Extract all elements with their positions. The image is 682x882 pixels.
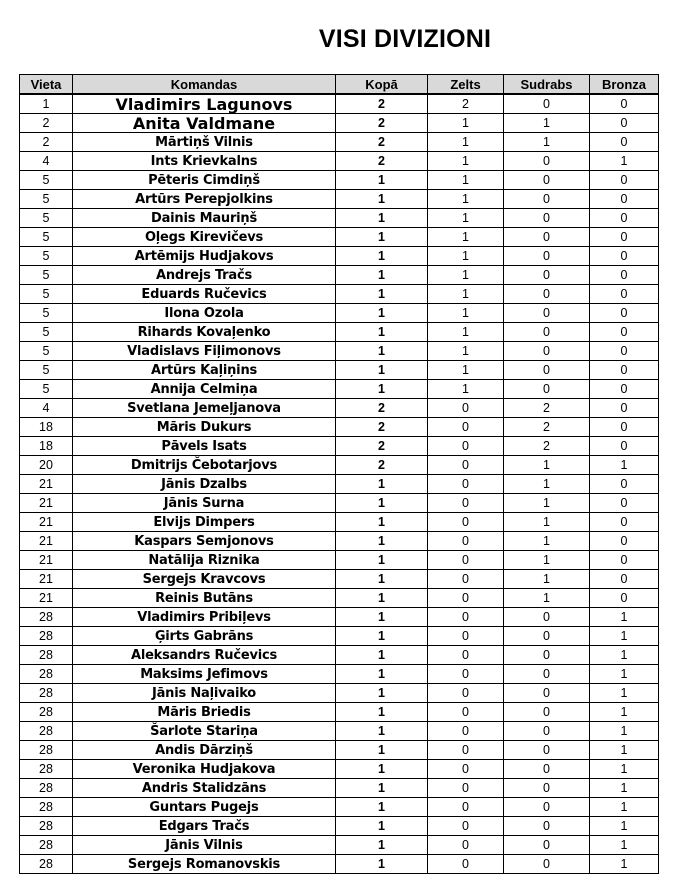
place-cell: 21 — [20, 532, 73, 551]
table-row — [20, 361, 659, 380]
silver-cell: 0 — [504, 703, 590, 722]
name-cell: Pēteris Cimdiņš — [73, 171, 336, 190]
place-cell: 5 — [20, 247, 73, 266]
silver-cell: 0 — [504, 722, 590, 741]
silver-cell: 0 — [504, 779, 590, 798]
total-cell: 1 — [336, 494, 428, 513]
bronze-cell: 0 — [590, 342, 659, 361]
gold-cell: 0 — [428, 646, 504, 665]
gold-cell: 1 — [428, 190, 504, 209]
total-cell: 2 — [336, 437, 428, 456]
gold-cell: 1 — [428, 342, 504, 361]
gold-cell: 1 — [428, 380, 504, 399]
name-cell: Sergejs Romanovskis — [73, 855, 336, 874]
bronze-cell: 0 — [590, 418, 659, 437]
table-row — [20, 798, 659, 817]
bronze-cell: 0 — [590, 361, 659, 380]
gold-cell: 1 — [428, 361, 504, 380]
bronze-cell: 0 — [590, 114, 659, 133]
total-cell: 1 — [336, 722, 428, 741]
silver-cell: 2 — [504, 437, 590, 456]
name-cell: Annija Celmiņa — [73, 380, 336, 399]
gold-cell: 0 — [428, 741, 504, 760]
bronze-cell: 0 — [590, 494, 659, 513]
place-cell: 28 — [20, 665, 73, 684]
place-cell: 28 — [20, 798, 73, 817]
name-cell: Aleksandrs Ručevics — [73, 646, 336, 665]
table-row — [20, 114, 659, 133]
place-cell: 28 — [20, 836, 73, 855]
silver-cell: 1 — [504, 133, 590, 152]
total-cell: 1 — [336, 817, 428, 836]
gold-cell: 0 — [428, 817, 504, 836]
name-cell: Jānis Vilnis — [73, 836, 336, 855]
total-cell: 2 — [336, 133, 428, 152]
column-header-place: Vieta — [20, 75, 73, 95]
bronze-cell: 1 — [590, 608, 659, 627]
name-cell: Ģirts Gabrāns — [73, 627, 336, 646]
bronze-cell: 0 — [590, 437, 659, 456]
silver-cell: 0 — [504, 304, 590, 323]
total-cell: 1 — [336, 228, 428, 247]
bronze-cell: 1 — [590, 760, 659, 779]
silver-cell: 0 — [504, 760, 590, 779]
table-row — [20, 209, 659, 228]
gold-cell: 2 — [428, 94, 504, 114]
bronze-cell: 0 — [590, 551, 659, 570]
bronze-cell: 1 — [590, 665, 659, 684]
total-cell: 1 — [336, 779, 428, 798]
total-cell: 1 — [336, 684, 428, 703]
column-header-silver: Sudrabs — [504, 75, 590, 95]
place-cell: 5 — [20, 190, 73, 209]
gold-cell: 1 — [428, 228, 504, 247]
name-cell: Pāvels Isats — [73, 437, 336, 456]
total-cell: 1 — [336, 570, 428, 589]
total-cell: 1 — [336, 703, 428, 722]
name-cell: Anita Valdmane — [73, 114, 336, 133]
table-body — [20, 94, 659, 874]
place-cell: 4 — [20, 399, 73, 418]
place-cell: 5 — [20, 323, 73, 342]
silver-cell: 0 — [504, 627, 590, 646]
place-cell: 28 — [20, 627, 73, 646]
table-row — [20, 627, 659, 646]
name-cell: Eduards Ručevics — [73, 285, 336, 304]
gold-cell: 0 — [428, 570, 504, 589]
name-cell: Artēmijs Hudjakovs — [73, 247, 336, 266]
column-header-gold: Zelts — [428, 75, 504, 95]
table-row — [20, 456, 659, 475]
name-cell: Ilona Ozola — [73, 304, 336, 323]
name-cell: Ints Krievkalns — [73, 152, 336, 171]
bronze-cell: 1 — [590, 703, 659, 722]
total-cell: 1 — [336, 741, 428, 760]
column-header-bronze: Bronza — [590, 75, 659, 95]
bronze-cell: 1 — [590, 855, 659, 874]
place-cell: 21 — [20, 551, 73, 570]
name-cell: Svetlana Jemeļjanova — [73, 399, 336, 418]
silver-cell: 0 — [504, 323, 590, 342]
place-cell: 28 — [20, 779, 73, 798]
bronze-cell: 0 — [590, 475, 659, 494]
place-cell: 5 — [20, 304, 73, 323]
place-cell: 5 — [20, 361, 73, 380]
name-cell: Jānis Dzalbs — [73, 475, 336, 494]
bronze-cell: 0 — [590, 228, 659, 247]
table-row — [20, 532, 659, 551]
table-row — [20, 855, 659, 874]
gold-cell: 0 — [428, 779, 504, 798]
name-cell: Oļegs Kirevičevs — [73, 228, 336, 247]
name-cell: Dainis Mauriņš — [73, 209, 336, 228]
table-row — [20, 380, 659, 399]
name-cell: Guntars Pugejs — [73, 798, 336, 817]
place-cell: 5 — [20, 380, 73, 399]
gold-cell: 0 — [428, 798, 504, 817]
place-cell: 20 — [20, 456, 73, 475]
silver-cell: 0 — [504, 342, 590, 361]
total-cell: 2 — [336, 456, 428, 475]
table-row — [20, 817, 659, 836]
bronze-cell: 0 — [590, 266, 659, 285]
column-header-total: Kopā — [336, 75, 428, 95]
total-cell: 2 — [336, 399, 428, 418]
place-cell: 18 — [20, 418, 73, 437]
total-cell: 1 — [336, 247, 428, 266]
silver-cell: 0 — [504, 855, 590, 874]
place-cell: 21 — [20, 589, 73, 608]
gold-cell: 0 — [428, 665, 504, 684]
total-cell: 1 — [336, 266, 428, 285]
table-row — [20, 760, 659, 779]
table-row — [20, 741, 659, 760]
silver-cell: 1 — [504, 494, 590, 513]
place-cell: 18 — [20, 437, 73, 456]
total-cell: 1 — [336, 475, 428, 494]
silver-cell: 0 — [504, 836, 590, 855]
total-cell: 1 — [336, 665, 428, 684]
bronze-cell: 1 — [590, 836, 659, 855]
table-row — [20, 589, 659, 608]
silver-cell: 0 — [504, 171, 590, 190]
table-row — [20, 171, 659, 190]
gold-cell: 0 — [428, 513, 504, 532]
bronze-cell: 0 — [590, 285, 659, 304]
total-cell: 1 — [336, 171, 428, 190]
table-row — [20, 475, 659, 494]
total-cell: 1 — [336, 589, 428, 608]
silver-cell: 2 — [504, 418, 590, 437]
total-cell: 2 — [336, 418, 428, 437]
gold-cell: 0 — [428, 684, 504, 703]
page-title: VISI DIVIZIONI — [318, 25, 492, 53]
silver-cell: 0 — [504, 285, 590, 304]
name-cell: Jānis Naļivaiko — [73, 684, 336, 703]
name-cell: Jānis Surna — [73, 494, 336, 513]
gold-cell: 0 — [428, 418, 504, 437]
bronze-cell: 1 — [590, 817, 659, 836]
place-cell: 21 — [20, 494, 73, 513]
bronze-cell: 0 — [590, 380, 659, 399]
place-cell: 1 — [20, 94, 73, 114]
name-cell: Elvijs Dimpers — [73, 513, 336, 532]
place-cell: 5 — [20, 228, 73, 247]
table-row — [20, 304, 659, 323]
table-row — [20, 323, 659, 342]
place-cell: 5 — [20, 209, 73, 228]
table-row — [20, 247, 659, 266]
gold-cell: 1 — [428, 152, 504, 171]
silver-cell: 0 — [504, 247, 590, 266]
name-cell: Vladislavs Fiļimonovs — [73, 342, 336, 361]
name-cell: Natālija Riznika — [73, 551, 336, 570]
name-cell: Andris Stalidzāns — [73, 779, 336, 798]
table-row — [20, 133, 659, 152]
gold-cell: 1 — [428, 304, 504, 323]
total-cell: 1 — [336, 532, 428, 551]
bronze-cell: 0 — [590, 171, 659, 190]
total-cell: 1 — [336, 608, 428, 627]
gold-cell: 0 — [428, 399, 504, 418]
place-cell: 28 — [20, 722, 73, 741]
table-row — [20, 418, 659, 437]
total-cell: 1 — [336, 513, 428, 532]
total-cell: 2 — [336, 94, 428, 114]
bronze-cell: 1 — [590, 779, 659, 798]
silver-cell: 2 — [504, 399, 590, 418]
name-cell: Sergejs Kravcovs — [73, 570, 336, 589]
table-row — [20, 608, 659, 627]
bronze-cell: 1 — [590, 684, 659, 703]
total-cell: 1 — [336, 304, 428, 323]
silver-cell: 0 — [504, 684, 590, 703]
total-cell: 1 — [336, 209, 428, 228]
silver-cell: 1 — [504, 589, 590, 608]
total-cell: 2 — [336, 152, 428, 171]
place-cell: 5 — [20, 171, 73, 190]
table-row — [20, 684, 659, 703]
name-cell: Artūrs Perepjolkins — [73, 190, 336, 209]
bronze-cell: 0 — [590, 589, 659, 608]
gold-cell: 0 — [428, 703, 504, 722]
bronze-cell: 1 — [590, 722, 659, 741]
table-row — [20, 703, 659, 722]
place-cell: 28 — [20, 684, 73, 703]
table-row — [20, 152, 659, 171]
name-cell: Artūrs Kaļiņins — [73, 361, 336, 380]
bronze-cell: 0 — [590, 570, 659, 589]
silver-cell: 0 — [504, 209, 590, 228]
place-cell: 28 — [20, 703, 73, 722]
table-row — [20, 513, 659, 532]
total-cell: 1 — [336, 285, 428, 304]
table-header-row — [20, 75, 659, 95]
silver-cell: 0 — [504, 608, 590, 627]
table-row — [20, 399, 659, 418]
silver-cell: 1 — [504, 551, 590, 570]
place-cell: 2 — [20, 114, 73, 133]
table-row — [20, 665, 659, 684]
silver-cell: 1 — [504, 513, 590, 532]
gold-cell: 0 — [428, 760, 504, 779]
table-row — [20, 570, 659, 589]
table-row — [20, 646, 659, 665]
silver-cell: 0 — [504, 646, 590, 665]
place-cell: 2 — [20, 133, 73, 152]
gold-cell: 0 — [428, 627, 504, 646]
gold-cell: 1 — [428, 247, 504, 266]
place-cell: 28 — [20, 646, 73, 665]
table-row — [20, 228, 659, 247]
place-cell: 21 — [20, 513, 73, 532]
silver-cell: 0 — [504, 361, 590, 380]
silver-cell: 0 — [504, 94, 590, 114]
total-cell: 1 — [336, 361, 428, 380]
total-cell: 2 — [336, 114, 428, 133]
gold-cell: 1 — [428, 285, 504, 304]
silver-cell: 0 — [504, 380, 590, 399]
silver-cell: 1 — [504, 532, 590, 551]
gold-cell: 0 — [428, 494, 504, 513]
place-cell: 5 — [20, 342, 73, 361]
place-cell: 5 — [20, 285, 73, 304]
name-cell: Maksims Jefimovs — [73, 665, 336, 684]
table-row — [20, 190, 659, 209]
bronze-cell: 1 — [590, 152, 659, 171]
name-cell: Māris Dukurs — [73, 418, 336, 437]
name-cell: Rihards Kovaļenko — [73, 323, 336, 342]
table-row — [20, 779, 659, 798]
gold-cell: 0 — [428, 589, 504, 608]
name-cell: Mārtiņš Vilnis — [73, 133, 336, 152]
name-cell: Andis Dārziņš — [73, 741, 336, 760]
bronze-cell: 0 — [590, 399, 659, 418]
total-cell: 1 — [336, 627, 428, 646]
total-cell: 1 — [336, 190, 428, 209]
table-row — [20, 551, 659, 570]
gold-cell: 0 — [428, 532, 504, 551]
place-cell: 4 — [20, 152, 73, 171]
silver-cell: 0 — [504, 152, 590, 171]
table-row — [20, 722, 659, 741]
gold-cell: 1 — [428, 114, 504, 133]
silver-cell: 0 — [504, 266, 590, 285]
total-cell: 1 — [336, 551, 428, 570]
bronze-cell: 0 — [590, 209, 659, 228]
place-cell: 28 — [20, 741, 73, 760]
name-cell: Veronika Hudjakova — [73, 760, 336, 779]
table-row — [20, 285, 659, 304]
gold-cell: 1 — [428, 133, 504, 152]
silver-cell: 0 — [504, 817, 590, 836]
bronze-cell: 0 — [590, 532, 659, 551]
gold-cell: 0 — [428, 456, 504, 475]
silver-cell: 1 — [504, 475, 590, 494]
name-cell: Reinis Butāns — [73, 589, 336, 608]
gold-cell: 0 — [428, 855, 504, 874]
name-cell: Šarlote Stariņa — [73, 722, 336, 741]
table-row — [20, 437, 659, 456]
place-cell: 28 — [20, 760, 73, 779]
name-cell: Andrejs Tračs — [73, 266, 336, 285]
results-table — [19, 74, 659, 874]
silver-cell: 0 — [504, 228, 590, 247]
silver-cell: 0 — [504, 190, 590, 209]
bronze-cell: 1 — [590, 741, 659, 760]
bronze-cell: 0 — [590, 323, 659, 342]
name-cell: Edgars Tračs — [73, 817, 336, 836]
bronze-cell: 1 — [590, 646, 659, 665]
gold-cell: 0 — [428, 437, 504, 456]
gold-cell: 1 — [428, 171, 504, 190]
gold-cell: 0 — [428, 608, 504, 627]
total-cell: 1 — [336, 380, 428, 399]
total-cell: 1 — [336, 342, 428, 361]
gold-cell: 0 — [428, 722, 504, 741]
bronze-cell: 1 — [590, 456, 659, 475]
silver-cell: 1 — [504, 456, 590, 475]
silver-cell: 0 — [504, 798, 590, 817]
silver-cell: 0 — [504, 665, 590, 684]
table-row — [20, 342, 659, 361]
table-row — [20, 836, 659, 855]
table-row — [20, 266, 659, 285]
total-cell: 1 — [336, 760, 428, 779]
bronze-cell: 0 — [590, 94, 659, 114]
place-cell: 28 — [20, 817, 73, 836]
gold-cell: 1 — [428, 323, 504, 342]
place-cell: 5 — [20, 266, 73, 285]
gold-cell: 0 — [428, 551, 504, 570]
total-cell: 1 — [336, 798, 428, 817]
total-cell: 1 — [336, 646, 428, 665]
bronze-cell: 0 — [590, 513, 659, 532]
place-cell: 28 — [20, 608, 73, 627]
name-cell: Dmitrijs Čebotarjovs — [73, 456, 336, 475]
silver-cell: 1 — [504, 114, 590, 133]
table-row — [20, 94, 659, 114]
gold-cell: 0 — [428, 475, 504, 494]
gold-cell: 1 — [428, 209, 504, 228]
place-cell: 28 — [20, 855, 73, 874]
bronze-cell: 1 — [590, 627, 659, 646]
bronze-cell: 0 — [590, 133, 659, 152]
silver-cell: 0 — [504, 741, 590, 760]
name-cell: Vladimirs Lagunovs — [73, 94, 336, 114]
bronze-cell: 0 — [590, 304, 659, 323]
bronze-cell: 0 — [590, 247, 659, 266]
column-header-team: Komandas — [73, 75, 336, 95]
total-cell: 1 — [336, 323, 428, 342]
bronze-cell: 0 — [590, 190, 659, 209]
place-cell: 21 — [20, 570, 73, 589]
place-cell: 21 — [20, 475, 73, 494]
table-row — [20, 494, 659, 513]
name-cell: Māris Briedis — [73, 703, 336, 722]
gold-cell: 1 — [428, 266, 504, 285]
total-cell: 1 — [336, 855, 428, 874]
total-cell: 1 — [336, 836, 428, 855]
bronze-cell: 1 — [590, 798, 659, 817]
silver-cell: 1 — [504, 570, 590, 589]
name-cell: Kaspars Semjonovs — [73, 532, 336, 551]
gold-cell: 0 — [428, 836, 504, 855]
name-cell: Vladimirs Pribiļevs — [73, 608, 336, 627]
